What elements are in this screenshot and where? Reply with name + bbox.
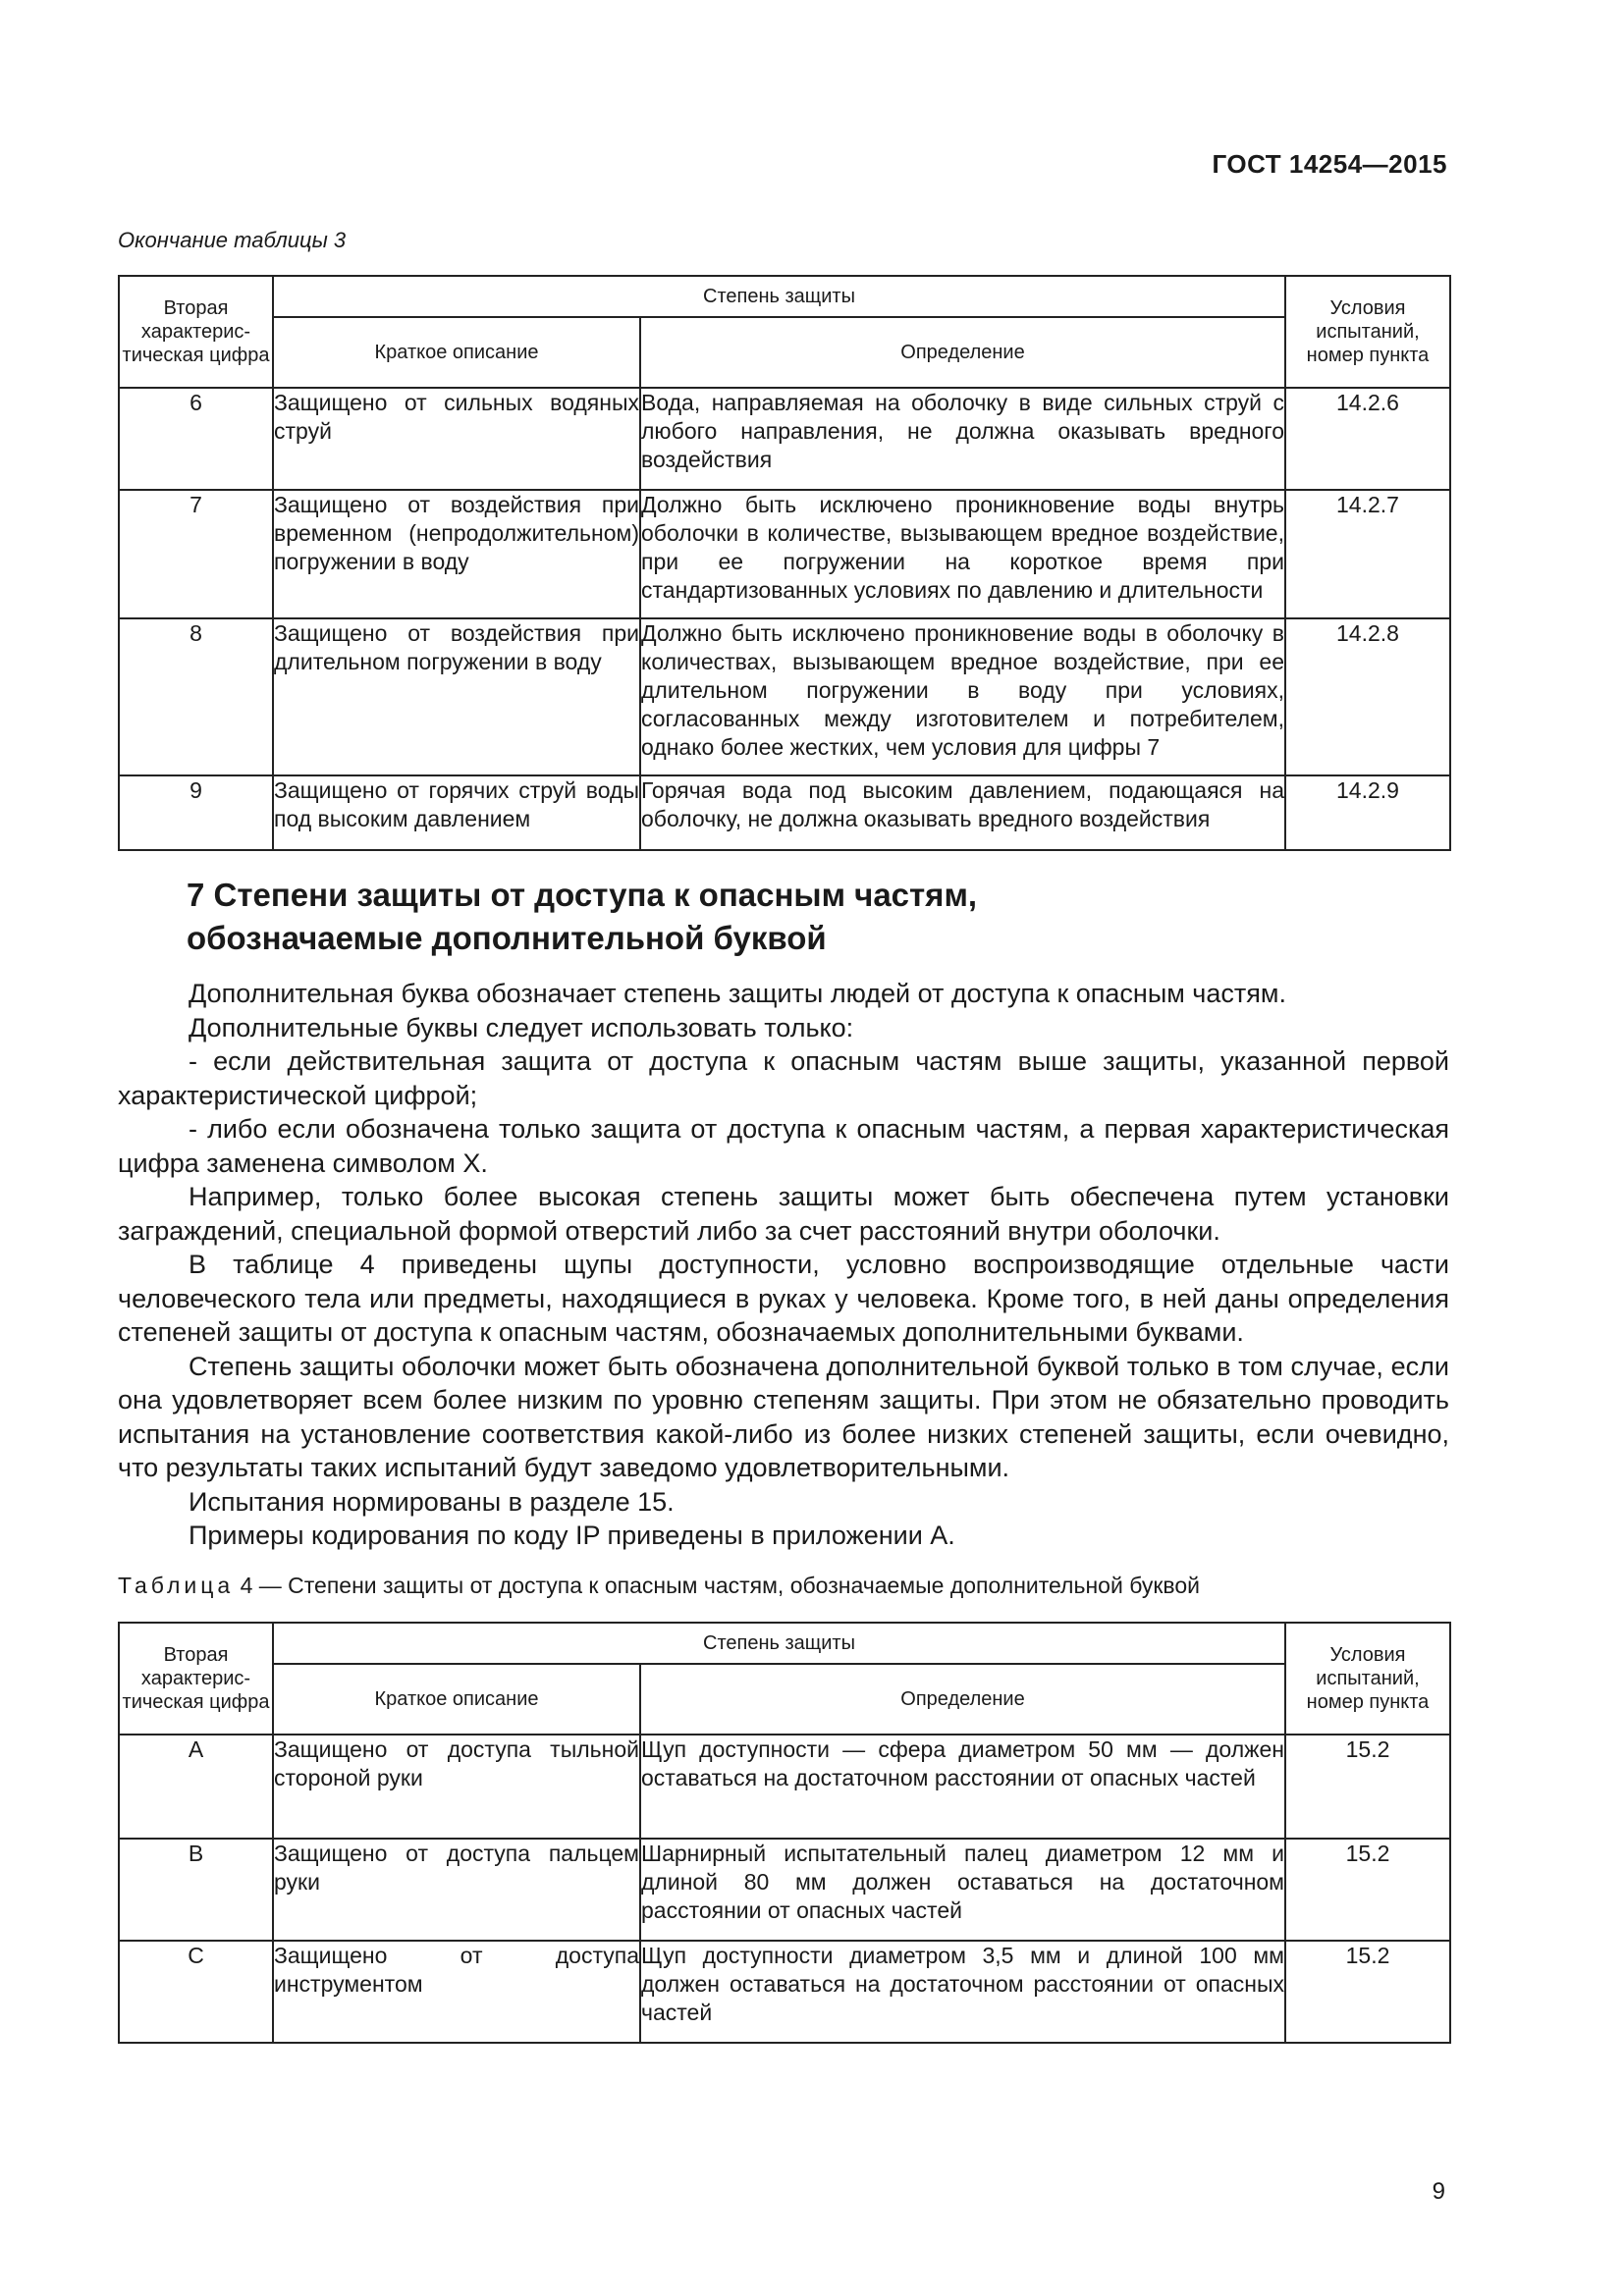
paragraph: - если действительная защита от доступа к опасным частям выше защиты, указанной первой характеристической цифрой; bbox=[118, 1046, 1449, 1110]
header-definition: Определение bbox=[640, 1664, 1285, 1735]
table-row bbox=[119, 490, 1450, 618]
row-conditions: 14.2.7 bbox=[1285, 490, 1450, 618]
row-digit: A bbox=[119, 1735, 273, 1839]
header-digit: Вторая характерис-тическая цифра bbox=[119, 1623, 273, 1735]
table-row bbox=[119, 1941, 1450, 2043]
row-digit: 7 bbox=[119, 490, 273, 618]
header-protection: Степень защиты bbox=[273, 276, 1285, 317]
table3-continuation-label: Окончание таблицы 3 bbox=[118, 228, 347, 252]
row-conditions: 15.2 bbox=[1285, 1839, 1450, 1941]
row-conditions: 14.2.6 bbox=[1285, 388, 1450, 490]
row-definition: Шарнирный испытательный палец диаметром 12 мм и длиной 80 мм должен оставаться на достаточном расстоянии от опасных частей bbox=[640, 1839, 1285, 1941]
paragraph: Например, только более высокая степень защиты может быть обеспечена путем установки заграждений, специальной формой отверстий либо за счет расстояний внутри оболочки. bbox=[118, 1182, 1449, 1246]
header-brief: Краткое описание bbox=[273, 1664, 640, 1735]
row-brief: Защищено от горячих струй воды под высоким давлением bbox=[273, 775, 640, 850]
row-definition: Щуп доступности — сфера диаметром 50 мм — должен оставаться на достаточном расстоянии от опасных частей bbox=[640, 1735, 1285, 1839]
header-protection: Степень защиты bbox=[273, 1623, 1285, 1664]
header-digit: Вторая характерис-тическая цифра bbox=[119, 276, 273, 388]
table4-caption-text: 4 — Степени защиты от доступа к опасным частям, обозначаемые дополнительной буквой bbox=[240, 1573, 1201, 1598]
section-7-title bbox=[187, 874, 977, 960]
page-number: 9 bbox=[1432, 2178, 1445, 2205]
table-row bbox=[119, 618, 1450, 775]
row-digit: 8 bbox=[119, 618, 273, 775]
table-row bbox=[119, 775, 1450, 850]
table-row bbox=[119, 388, 1450, 490]
table-row bbox=[119, 1839, 1450, 1941]
row-digit: B bbox=[119, 1839, 273, 1941]
table-row bbox=[119, 1735, 1450, 1839]
paragraph: Степень защиты оболочки может быть обозначена дополнительной буквой только в том случае, если она удовлетворяет всем более низким по уровню степеням защиты. При этом не обязательно проводить испытания на установление соответствия какой-либо из более низких степеней защиты, если очевидно, что результаты таких испытаний будут заведомо удовлетворительными. bbox=[118, 1351, 1449, 1482]
table3 bbox=[118, 275, 1451, 851]
paragraph: Примеры кодирования по коду IP приведены в приложении А. bbox=[189, 1521, 955, 1550]
row-definition: Щуп доступности диаметром 3,5 мм и длиной 100 мм должен оставаться на достаточном расстоянии от опасных частей bbox=[640, 1941, 1285, 2043]
row-brief: Защищено от доступа тыльной стороной руки bbox=[273, 1735, 640, 1839]
row-digit: 6 bbox=[119, 388, 273, 490]
table4-caption-label: Таблица bbox=[118, 1573, 235, 1598]
header-definition: Определение bbox=[640, 317, 1285, 388]
header-conditions: Условия испытаний, номер пункта bbox=[1285, 276, 1450, 388]
row-definition: Вода, направляемая на оболочку в виде сильных струй с любого направления, не должна оказывать вредного воздействия bbox=[640, 388, 1285, 490]
row-brief: Защищено от воздействия при длительном погружении в воду bbox=[273, 618, 640, 775]
row-digit: 9 bbox=[119, 775, 273, 850]
section-7-body bbox=[118, 977, 1449, 1553]
row-conditions: 15.2 bbox=[1285, 1735, 1450, 1839]
row-definition: Должно быть исключено проникновение воды в оболочку в количествах, вызывающем вредное воздействие, при ее длительном погружении в воду при условиях, согласованных между изготовителем и потребителем, однако более жестких, чем условия для цифры 7 bbox=[640, 618, 1285, 775]
table4 bbox=[118, 1622, 1451, 2044]
paragraph: Испытания нормированы в разделе 15. bbox=[189, 1486, 675, 1517]
row-conditions: 15.2 bbox=[1285, 1941, 1450, 2043]
row-definition: Горячая вода под высоким давлением, подающаяся на оболочку, не должна оказывать вредного воздействия bbox=[640, 775, 1285, 850]
document-code: ГОСТ 14254—2015 bbox=[1212, 149, 1447, 179]
row-conditions: 14.2.9 bbox=[1285, 775, 1450, 850]
paragraph: Дополнительные буквы следует использовать только: bbox=[189, 1012, 854, 1042]
section-7-title-line1: 7 Степени защиты от доступа к опасным частям, bbox=[187, 877, 978, 913]
paragraph: В таблице 4 приведены щупы доступности, условно воспроизводящие отдельные части человеческого тела или предметы, находящиеся в руках у человека. Кроме того, в ней даны определения степеней защиты от доступа к опасным частям, обозначаемых дополнительными буквами. bbox=[118, 1250, 1449, 1347]
row-brief: Защищено от воздействия при временном (непродолжительном) погружении в воду bbox=[273, 490, 640, 618]
row-conditions: 14.2.8 bbox=[1285, 618, 1450, 775]
table4-caption bbox=[118, 1573, 1200, 1599]
row-digit: C bbox=[119, 1941, 273, 2043]
section-7-title-line2: обозначаемые дополнительной буквой bbox=[187, 920, 827, 956]
row-brief: Защищено от доступа инструментом bbox=[273, 1941, 640, 2043]
header-brief: Краткое описание bbox=[273, 317, 640, 388]
row-brief: Защищено от доступа пальцем руки bbox=[273, 1839, 640, 1941]
paragraph: Дополнительная буква обозначает степень защиты людей от доступа к опасным частям. bbox=[189, 979, 1286, 1008]
paragraph: - либо если обозначена только защита от доступа к опасным частям, а первая характеристическая цифра заменена символом X. bbox=[118, 1114, 1449, 1178]
row-definition: Должно быть исключено проникновение воды внутрь оболочки в количестве, вызывающем вредное воздействие, при ее погружении на короткое время при стандартизованных условиях по давлению и длительности bbox=[640, 490, 1285, 618]
header-conditions: Условия испытаний, номер пункта bbox=[1285, 1623, 1450, 1735]
row-brief: Защищено от сильных водяных струй bbox=[273, 388, 640, 490]
